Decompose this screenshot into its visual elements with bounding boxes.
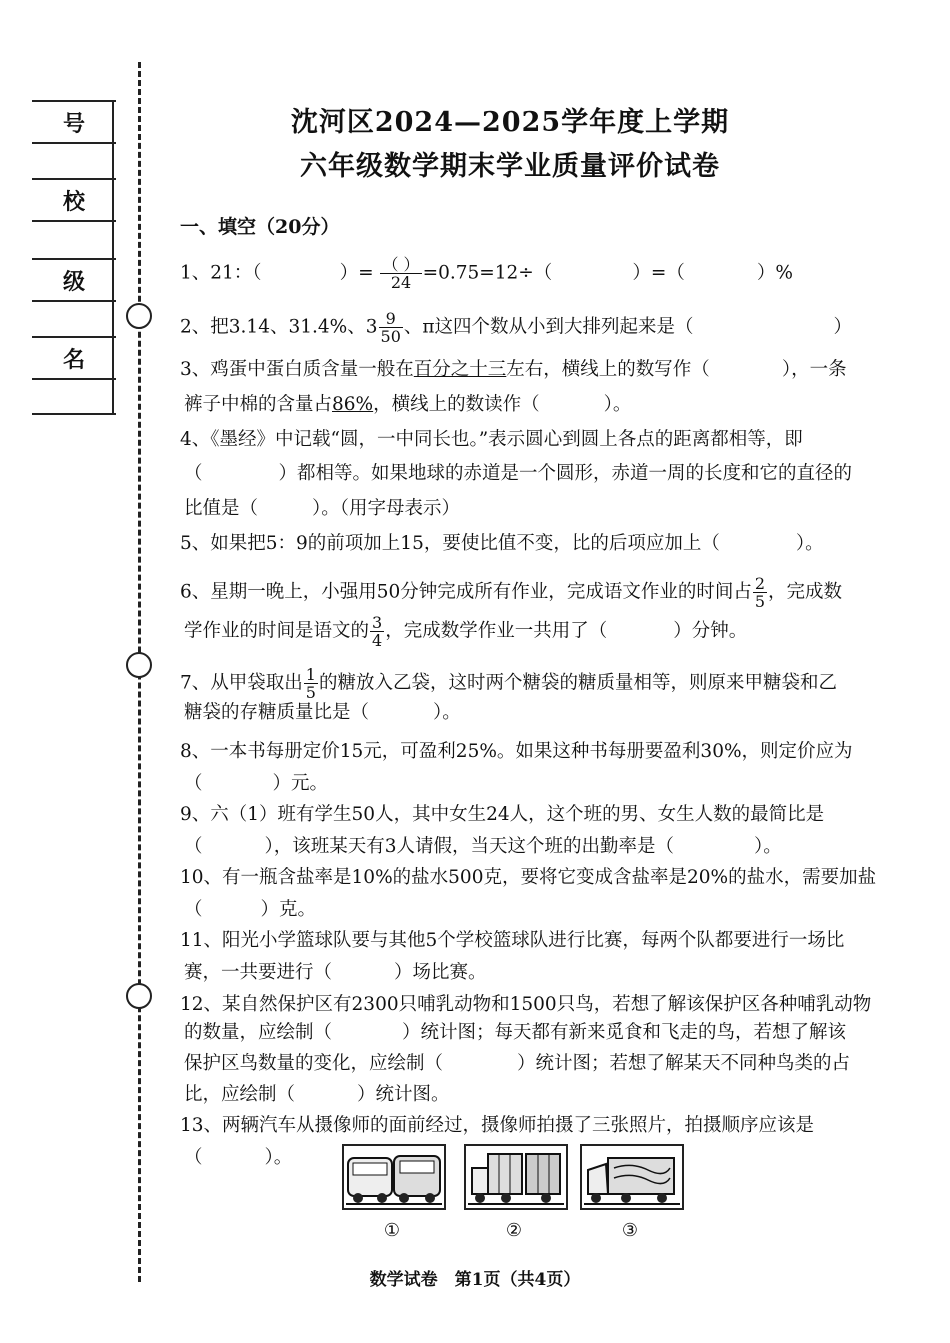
q13-text: （ <box>184 1147 203 1168</box>
margin-field-number: 号 <box>62 110 85 137</box>
exam-title-line2: 六年级数学期末学业质量评价试卷 <box>300 151 720 182</box>
photo-label-1: ① <box>383 1220 401 1241</box>
binding-hole-3 <box>126 983 152 1009</box>
margin-rule <box>32 220 116 222</box>
truck-angle-icon <box>582 1146 682 1208</box>
question-12-line1: 12、某自然保护区有2300只哺乳动物和1500只鸟，若想了解该保护区各种哺乳动物 <box>180 994 872 1015</box>
q5-text: 5、如果把5：9的前项加上15，要使比值不变，比的后项应加上（ <box>180 533 720 554</box>
q12-text: ）统计图。 <box>357 1084 450 1105</box>
q1-text: ）= <box>339 262 374 284</box>
q7-text: 的糖放入乙袋，这时两个糖袋的糖质量相等，则原来甲糖袋和乙 <box>318 672 837 694</box>
q1-text: ）% <box>756 262 793 284</box>
question-2 <box>180 310 852 345</box>
q1-text: ）=（ <box>632 262 685 284</box>
q6-text: ，完成数 <box>768 581 843 603</box>
q1-text: 1、21：（ <box>180 262 262 284</box>
q5-text: ）。 <box>795 533 824 554</box>
question-11-line2 <box>184 961 487 985</box>
q3-text: 左右，横线上的数写作（ <box>506 359 710 380</box>
fraction-denominator: 4 <box>372 631 383 650</box>
question-12-line2 <box>184 1021 846 1045</box>
binding-hole-2 <box>126 652 152 678</box>
q12-text: ）统计图；每天都有新来觅食和飞走的鸟，若想了解该 <box>402 1022 847 1043</box>
question-13-line2 <box>184 1146 292 1170</box>
q1-text: =0.75=12÷（ <box>422 262 553 284</box>
q2-text: 、π这四个数从小到大排列起来是（ <box>403 316 694 338</box>
question-8-line1: 8、一本书每册定价15元，可盈利25%。如果这种书每册要盈利30%，则定价应为 <box>180 741 853 762</box>
q7-text: 糖袋的存糖质量比是（ <box>184 702 370 723</box>
margin-rule <box>32 378 116 380</box>
q3-text: ）。 <box>603 394 632 415</box>
trucks-side-icon <box>466 1146 566 1208</box>
q12-text: 比，应绘制（ <box>184 1084 296 1105</box>
q6-text: 6、星期一晚上，小强用50分钟完成所有作业，完成语文作业的时间占 <box>180 581 752 603</box>
question-10-line2 <box>184 898 316 922</box>
q6-fraction-2 <box>370 614 384 649</box>
photo-label-2: ② <box>505 1220 523 1241</box>
fraction-numerator: 3 <box>372 613 383 632</box>
question-12-line4 <box>184 1083 450 1107</box>
photo-2-trucks-side <box>464 1144 568 1210</box>
question-7-line2 <box>184 701 461 725</box>
margin-rule <box>32 300 116 302</box>
fraction-numerator: （ ） <box>382 255 420 274</box>
margin-field-grade: 级 <box>62 268 85 295</box>
q12-text: ）统计图；若想了解某天不同种鸟类的占 <box>517 1053 851 1074</box>
question-13-line1: 13、两辆汽车从摄像师的面前经过，摄像师拍摄了三张照片，拍摄顺序应该是 <box>180 1115 815 1136</box>
q7-text: ）。 <box>433 702 461 723</box>
q10-text: ）克。 <box>260 899 317 920</box>
q12-text: 保护区鸟数量的变化，应绘制（ <box>184 1053 444 1074</box>
margin-rule <box>32 413 116 415</box>
question-4-line3 <box>184 497 460 521</box>
q4-text: ）。（用字母表示） <box>312 498 461 519</box>
margin-field-school: 校 <box>62 188 85 215</box>
question-9-line1: 9、六（1）班有学生50人，其中女生24人，这个班的男、女生人数的最简比是 <box>180 804 825 825</box>
fraction-numerator: 9 <box>379 310 403 328</box>
question-10-line1: 10、有一瓶含盐率是10%的盐水500克，要将它变成含盐率是20%的盐水，需要加盐 <box>180 867 877 888</box>
question-1 <box>180 256 793 291</box>
page-footer: 数学试卷 第1页（共4页） <box>369 1270 581 1290</box>
fraction-denominator: 5 <box>305 683 316 702</box>
question-4-line2 <box>184 462 852 486</box>
q7-text: 7、从甲袋取出 <box>180 672 303 694</box>
question-12-line3 <box>184 1052 850 1076</box>
question-6-line2 <box>184 614 747 649</box>
q4-text: 比值是（ <box>184 498 259 519</box>
question-3-line2 <box>184 393 631 417</box>
q8-text: ）元。 <box>272 773 329 794</box>
q10-text: （ <box>184 899 203 920</box>
question-3-line1 <box>180 358 847 382</box>
q3-text: ，横线上的数读作（ <box>373 394 540 415</box>
q3-text: ），一条 <box>781 359 847 380</box>
q3-underlined: 86% <box>332 394 374 415</box>
question-11-line1: 11、阳光小学篮球队要与其他5个学校篮球队进行比赛，每两个队都要进行一场比 <box>180 930 845 951</box>
q4-text: （ <box>184 463 203 484</box>
photo-3-truck-angle <box>580 1144 684 1210</box>
fraction-denominator: 24 <box>390 273 412 292</box>
question-9-line2 <box>184 835 782 859</box>
q3-text: 裤子中棉的含量占 <box>184 394 333 415</box>
q11-text: 赛，一共要进行（ <box>184 962 333 983</box>
q1-fraction <box>380 256 421 291</box>
q3-underlined: 百分之十三 <box>413 359 507 380</box>
fraction-numerator: 2 <box>754 574 766 593</box>
q6-text: 学作业的时间是语文的 <box>184 620 370 642</box>
q2-text: 2、把3.14、31.4%、3 <box>180 316 378 338</box>
photo-label-3: ③ <box>621 1220 639 1241</box>
margin-rule <box>32 142 116 144</box>
q8-text: （ <box>184 773 203 794</box>
section-heading-fill-in: 一、填空（20分） <box>180 216 340 238</box>
q9-text: （ <box>184 836 203 857</box>
q9-text: ）。 <box>754 836 782 857</box>
fraction-numerator: 1 <box>305 665 316 684</box>
q6-fraction-1 <box>753 575 767 610</box>
q11-text: ）场比赛。 <box>394 962 487 983</box>
q7-fraction <box>304 666 318 701</box>
q12-text: 的数量，应绘制（ <box>184 1022 333 1043</box>
q13-text: ）。 <box>264 1147 293 1168</box>
photo-1-two-trucks-front <box>342 1144 446 1210</box>
binding-hole-1 <box>126 303 152 329</box>
question-7-line1 <box>180 666 837 701</box>
q2-fraction <box>379 310 403 345</box>
q6-text: ，完成数学作业一共用了（ <box>385 620 608 642</box>
trucks-front-icon <box>344 1146 444 1208</box>
fraction-denominator: 50 <box>380 327 401 346</box>
q9-text: ），该班某天有3人请假，当天这个班的出勤率是（ <box>264 836 675 857</box>
exam-title-line1: 沈河区2024—2025学年度上学期 <box>290 107 730 138</box>
margin-field-name: 名 <box>62 346 85 373</box>
q6-text: ）分钟。 <box>673 620 748 642</box>
question-4-line1: 4、《墨经》中记载“圆，一中同长也。”表示圆心到圆上各点的距离都相等，即 <box>180 429 803 450</box>
q3-text: 3、鸡蛋中蛋白质含量一般在 <box>180 359 414 380</box>
fraction-denominator: 5 <box>754 592 766 611</box>
question-8-line2 <box>184 772 328 796</box>
question-5 <box>180 532 824 556</box>
question-6-line1 <box>180 575 842 610</box>
q4-text: ）都相等。如果地球的赤道是一个圆形，赤道一周的长度和它的直径的 <box>278 463 853 484</box>
q2-text: ） <box>833 316 853 338</box>
